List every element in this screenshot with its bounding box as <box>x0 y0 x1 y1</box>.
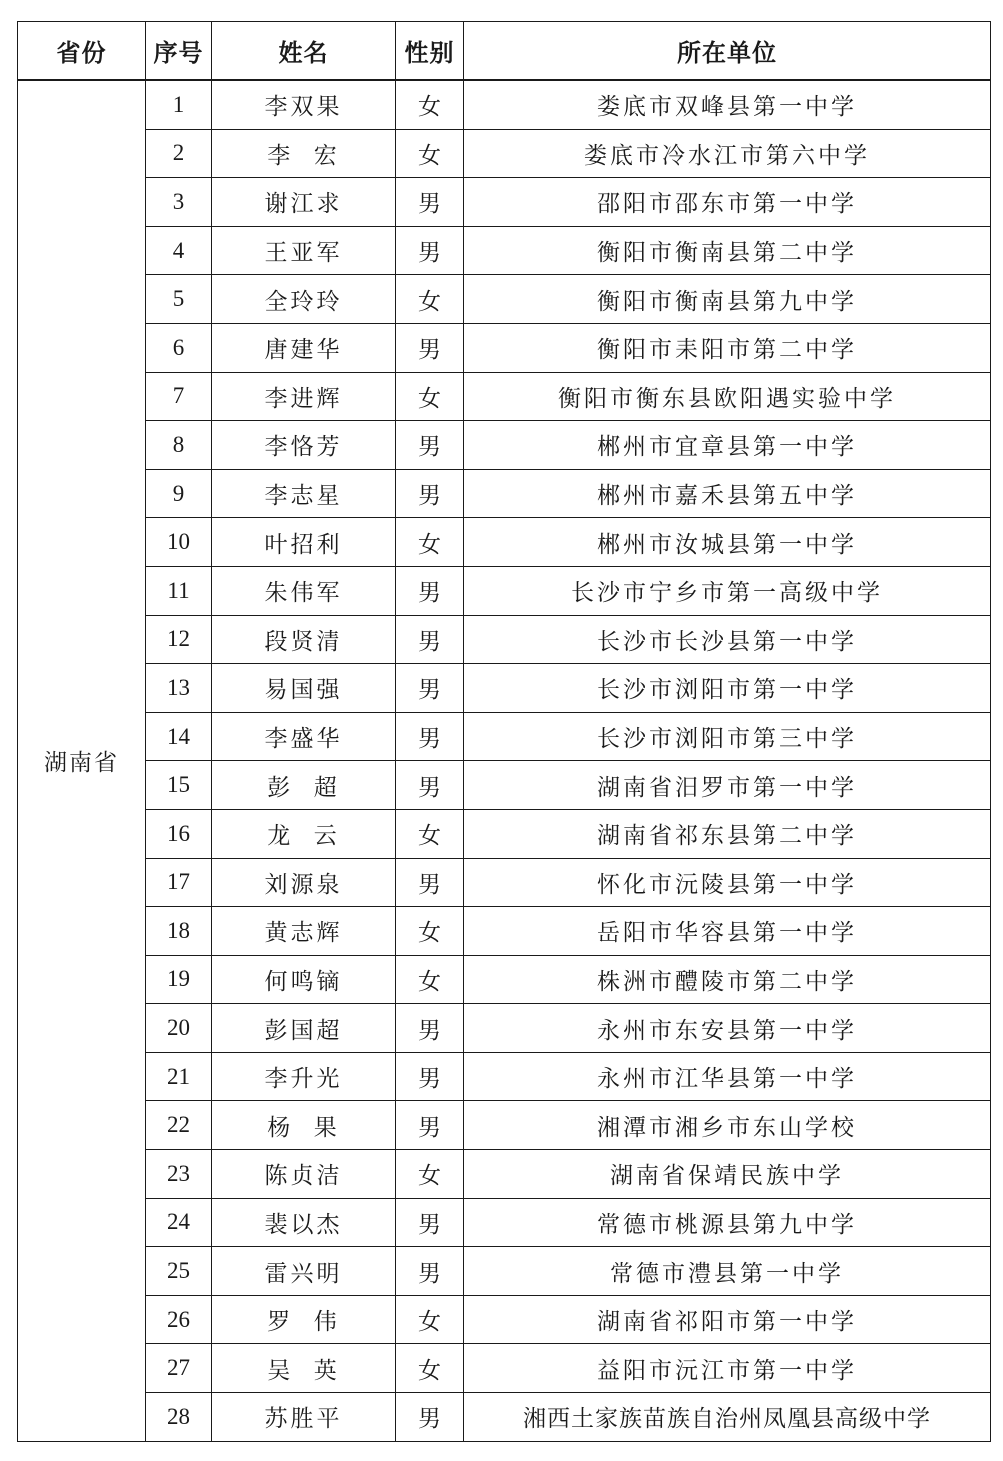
unit-cell: 益阳市沅江市第一中学 <box>464 1344 991 1393</box>
name-cell: 王亚军 <box>212 226 396 275</box>
table-row <box>18 1198 991 1247</box>
gender-cell: 男 <box>396 1393 464 1442</box>
gender-cell: 女 <box>396 809 464 858</box>
seq-cell: 11 <box>146 566 212 615</box>
seq-cell: 18 <box>146 907 212 956</box>
table-body <box>18 80 991 1441</box>
unit-cell: 湘潭市湘乡市东山学校 <box>464 1101 991 1150</box>
gender-cell: 男 <box>396 1052 464 1101</box>
name-cell: 李进辉 <box>212 372 396 421</box>
name-cell: 彭国超 <box>212 1004 396 1053</box>
gender-cell: 女 <box>396 1344 464 1393</box>
gender-cell: 男 <box>396 1004 464 1053</box>
seq-cell: 2 <box>146 129 212 178</box>
gender-cell: 男 <box>396 761 464 810</box>
header-name: 姓名 <box>212 22 396 81</box>
unit-cell: 湘西土家族苗族自治州凤凰县高级中学 <box>464 1393 991 1442</box>
table-row <box>18 178 991 227</box>
seq-cell: 6 <box>146 323 212 372</box>
table-row <box>18 761 991 810</box>
table-header <box>18 22 991 81</box>
gender-cell: 女 <box>396 275 464 324</box>
seq-cell: 3 <box>146 178 212 227</box>
table-row <box>18 1101 991 1150</box>
table-row <box>18 469 991 518</box>
table-row <box>18 323 991 372</box>
seq-cell: 23 <box>146 1150 212 1199</box>
unit-cell: 衡阳市衡南县第二中学 <box>464 226 991 275</box>
gender-cell: 男 <box>396 858 464 907</box>
header-province: 省份 <box>18 22 146 81</box>
name-cell: 雷兴明 <box>212 1247 396 1296</box>
table-row <box>18 615 991 664</box>
seq-cell: 22 <box>146 1101 212 1150</box>
table-row <box>18 712 991 761</box>
table-row <box>18 129 991 178</box>
gender-cell: 女 <box>396 80 464 129</box>
unit-cell: 湖南省保靖民族中学 <box>464 1150 991 1199</box>
name-cell: 彭 超 <box>212 761 396 810</box>
gender-cell: 男 <box>396 1198 464 1247</box>
name-cell: 谢江求 <box>212 178 396 227</box>
table-row <box>18 1393 991 1442</box>
name-cell: 裴以杰 <box>212 1198 396 1247</box>
table-row <box>18 955 991 1004</box>
name-cell: 全玲玲 <box>212 275 396 324</box>
seq-cell: 5 <box>146 275 212 324</box>
table-row <box>18 1052 991 1101</box>
gender-cell: 女 <box>396 372 464 421</box>
unit-cell: 岳阳市华容县第一中学 <box>464 907 991 956</box>
seq-cell: 8 <box>146 421 212 470</box>
unit-cell: 长沙市长沙县第一中学 <box>464 615 991 664</box>
gender-cell: 女 <box>396 1295 464 1344</box>
name-cell: 段贤清 <box>212 615 396 664</box>
unit-cell: 郴州市嘉禾县第五中学 <box>464 469 991 518</box>
gender-cell: 男 <box>396 178 464 227</box>
table-row <box>18 858 991 907</box>
unit-cell: 怀化市沅陵县第一中学 <box>464 858 991 907</box>
unit-cell: 湖南省祁阳市第一中学 <box>464 1295 991 1344</box>
unit-cell: 娄底市冷水江市第六中学 <box>464 129 991 178</box>
seq-cell: 19 <box>146 955 212 1004</box>
seq-cell: 21 <box>146 1052 212 1101</box>
name-cell: 李双果 <box>212 80 396 129</box>
gender-cell: 男 <box>396 566 464 615</box>
seq-cell: 7 <box>146 372 212 421</box>
gender-cell: 男 <box>396 421 464 470</box>
seq-cell: 13 <box>146 664 212 713</box>
unit-cell: 常德市澧县第一中学 <box>464 1247 991 1296</box>
header-row <box>18 22 991 81</box>
name-cell: 朱伟军 <box>212 566 396 615</box>
unit-cell: 长沙市浏阳市第三中学 <box>464 712 991 761</box>
table-row <box>18 1344 991 1393</box>
name-cell: 黄志辉 <box>212 907 396 956</box>
gender-cell: 男 <box>396 712 464 761</box>
gender-cell: 男 <box>396 323 464 372</box>
header-unit: 所在单位 <box>464 22 991 81</box>
unit-cell: 常德市桃源县第九中学 <box>464 1198 991 1247</box>
name-cell: 陈贞洁 <box>212 1150 396 1199</box>
table-row <box>18 518 991 567</box>
name-cell: 龙 云 <box>212 809 396 858</box>
header-seq: 序号 <box>146 22 212 81</box>
table-row <box>18 664 991 713</box>
name-cell: 李升光 <box>212 1052 396 1101</box>
roster-table <box>17 21 991 1442</box>
seq-cell: 17 <box>146 858 212 907</box>
unit-cell: 衡阳市衡南县第九中学 <box>464 275 991 324</box>
gender-cell: 女 <box>396 129 464 178</box>
table-row <box>18 80 991 129</box>
name-cell: 苏胜平 <box>212 1393 396 1442</box>
name-cell: 李 宏 <box>212 129 396 178</box>
seq-cell: 28 <box>146 1393 212 1442</box>
table-row <box>18 372 991 421</box>
table-row <box>18 421 991 470</box>
name-cell: 李盛华 <box>212 712 396 761</box>
gender-cell: 女 <box>396 518 464 567</box>
seq-cell: 16 <box>146 809 212 858</box>
unit-cell: 衡阳市衡东县欧阳遇实验中学 <box>464 372 991 421</box>
unit-cell: 永州市东安县第一中学 <box>464 1004 991 1053</box>
unit-cell: 湖南省汨罗市第一中学 <box>464 761 991 810</box>
seq-cell: 14 <box>146 712 212 761</box>
name-cell: 李志星 <box>212 469 396 518</box>
unit-cell: 株洲市醴陵市第二中学 <box>464 955 991 1004</box>
seq-cell: 27 <box>146 1344 212 1393</box>
seq-cell: 25 <box>146 1247 212 1296</box>
name-cell: 罗 伟 <box>212 1295 396 1344</box>
gender-cell: 男 <box>396 469 464 518</box>
province-cell: 湖南省 <box>18 80 146 1441</box>
seq-cell: 1 <box>146 80 212 129</box>
table-row <box>18 226 991 275</box>
table-row <box>18 1004 991 1053</box>
gender-cell: 男 <box>396 226 464 275</box>
name-cell: 易国强 <box>212 664 396 713</box>
name-cell: 唐建华 <box>212 323 396 372</box>
table-row <box>18 566 991 615</box>
unit-cell: 郴州市宜章县第一中学 <box>464 421 991 470</box>
table-row <box>18 809 991 858</box>
gender-cell: 女 <box>396 955 464 1004</box>
table-row <box>18 907 991 956</box>
unit-cell: 郴州市汝城县第一中学 <box>464 518 991 567</box>
gender-cell: 男 <box>396 664 464 713</box>
gender-cell: 男 <box>396 1247 464 1296</box>
seq-cell: 24 <box>146 1198 212 1247</box>
gender-cell: 男 <box>396 1101 464 1150</box>
gender-cell: 男 <box>396 615 464 664</box>
name-cell: 杨 果 <box>212 1101 396 1150</box>
gender-cell: 女 <box>396 1150 464 1199</box>
table-row <box>18 1247 991 1296</box>
name-cell: 何鸣镝 <box>212 955 396 1004</box>
table-row <box>18 1150 991 1199</box>
unit-cell: 湖南省祁东县第二中学 <box>464 809 991 858</box>
name-cell: 吴 英 <box>212 1344 396 1393</box>
seq-cell: 15 <box>146 761 212 810</box>
unit-cell: 邵阳市邵东市第一中学 <box>464 178 991 227</box>
seq-cell: 12 <box>146 615 212 664</box>
unit-cell: 永州市江华县第一中学 <box>464 1052 991 1101</box>
gender-cell: 女 <box>396 907 464 956</box>
seq-cell: 9 <box>146 469 212 518</box>
name-cell: 李恪芳 <box>212 421 396 470</box>
unit-cell: 长沙市浏阳市第一中学 <box>464 664 991 713</box>
unit-cell: 长沙市宁乡市第一高级中学 <box>464 566 991 615</box>
seq-cell: 10 <box>146 518 212 567</box>
header-gender: 性别 <box>396 22 464 81</box>
name-cell: 刘源泉 <box>212 858 396 907</box>
table-row <box>18 1295 991 1344</box>
unit-cell: 衡阳市耒阳市第二中学 <box>464 323 991 372</box>
table-row <box>18 275 991 324</box>
seq-cell: 20 <box>146 1004 212 1053</box>
seq-cell: 26 <box>146 1295 212 1344</box>
seq-cell: 4 <box>146 226 212 275</box>
name-cell: 叶招利 <box>212 518 396 567</box>
unit-cell: 娄底市双峰县第一中学 <box>464 80 991 129</box>
